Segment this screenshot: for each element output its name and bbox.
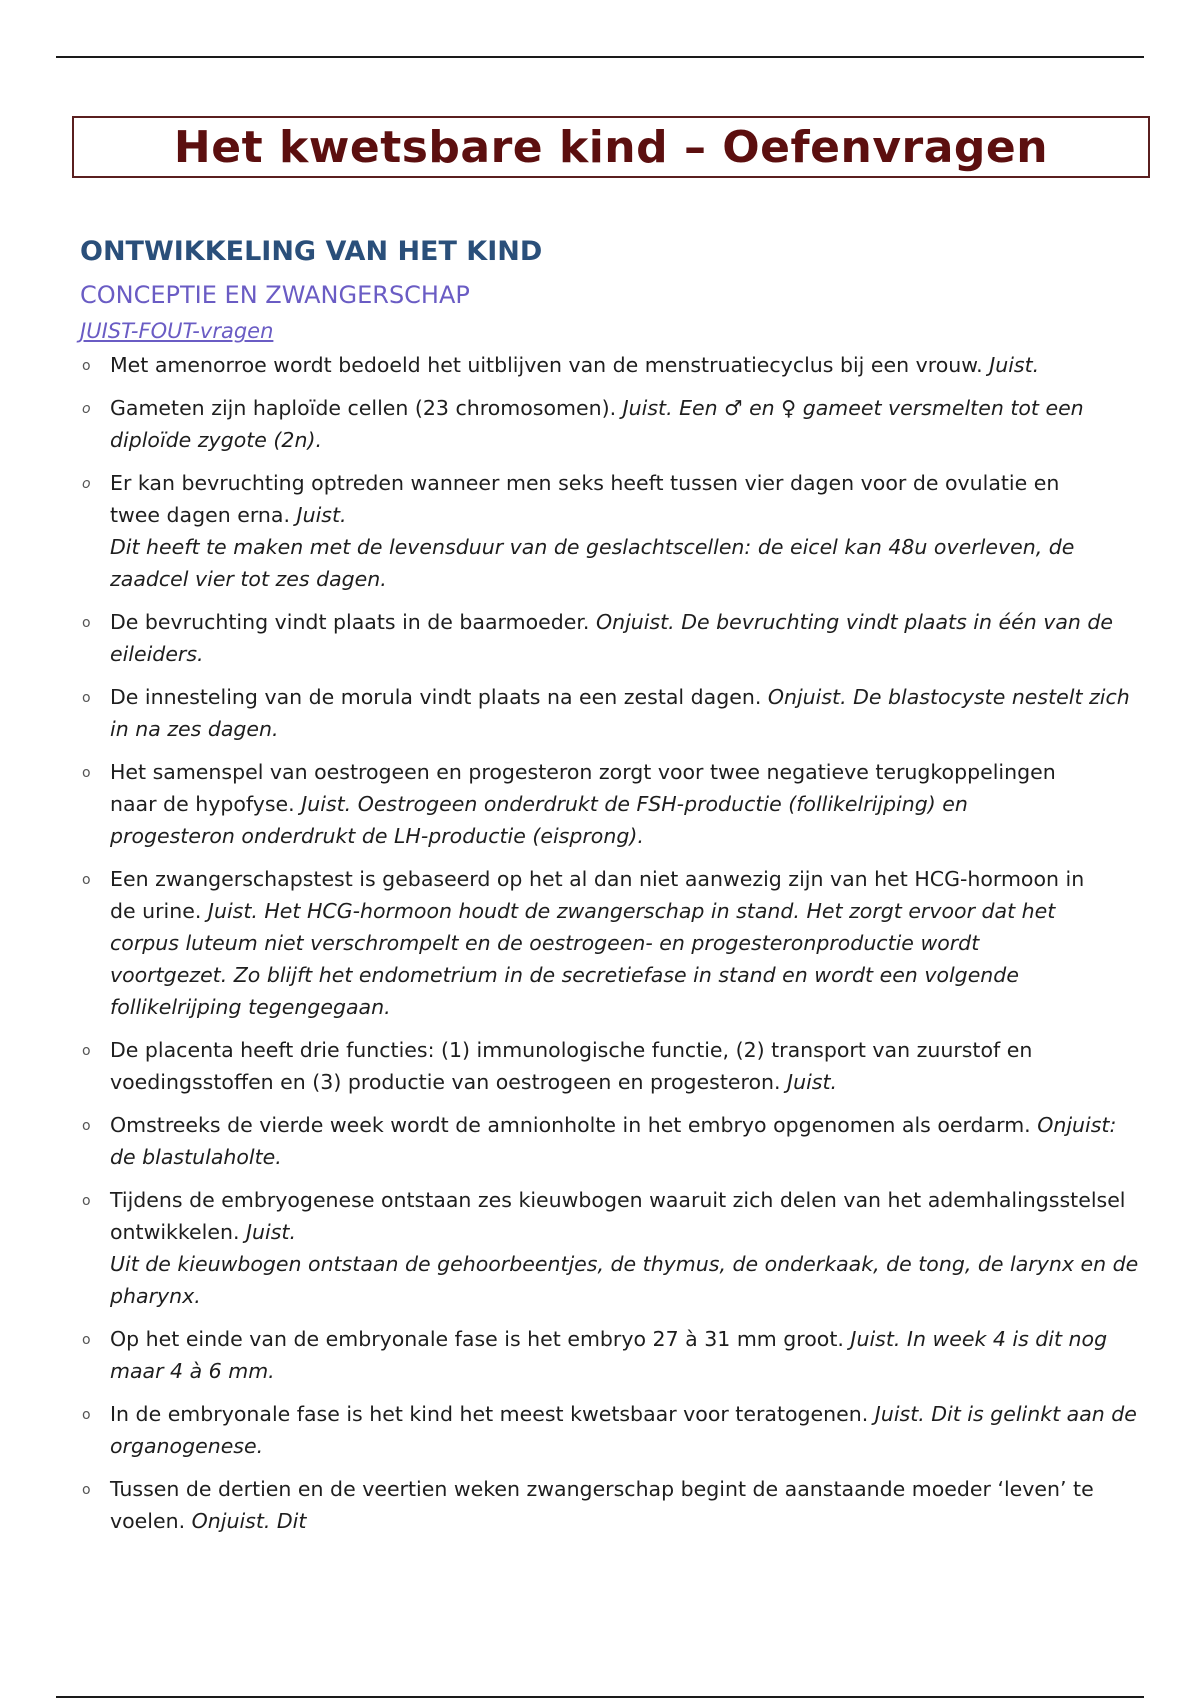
list-item	[80, 1184, 1200, 1312]
title-box	[72, 116, 1150, 178]
answer-text: Juist.	[780, 1070, 838, 1094]
answer-text: Juist. Een ♂ en ♀ gameet versmelten tot een	[616, 396, 1084, 420]
answer-text: de blastulaholte.	[110, 1145, 282, 1169]
bullet-icon: o	[82, 476, 91, 492]
question-text: voelen.	[110, 1509, 186, 1533]
answer-text: Onjuist. Dit	[185, 1509, 307, 1533]
answer-text: Juist. Dit is gelinkt aan de	[868, 1402, 1137, 1426]
bullet-icon: o	[82, 615, 91, 631]
question-text: Omstreeks de vierde week wordt de amnionholte in het embryo opgenomen als oerdarm.	[110, 1113, 1031, 1137]
answer-text: follikelrijping tegengegaan.	[110, 995, 391, 1019]
bullet-icon: o	[82, 1407, 91, 1423]
question-text: ontwikkelen.	[110, 1220, 240, 1244]
bullet-icon: o	[82, 765, 91, 781]
list-item	[80, 349, 1200, 381]
question-text: Tijdens de embryogenese ontstaan zes kieuwbogen waaruit zich delen van het ademhalingsstelsel	[110, 1188, 1126, 1212]
question-text: Op het einde van de embryonale fase is het embryo 27 à 31 mm groot.	[110, 1327, 844, 1351]
answer-text: Onjuist. De bevruchting vindt plaats in één van de	[589, 610, 1114, 634]
question-text: Tussen de dertien en de veertien weken zwangerschap begint de aanstaande moeder ‘leven’ te	[110, 1477, 1094, 1501]
bullet-icon: o	[82, 401, 91, 417]
list-item	[80, 863, 1200, 1023]
answer-text: Juist. In week 4 is dit nog	[843, 1327, 1108, 1351]
page-title: Het kwetsbare kind – Oefenvragen	[173, 121, 1049, 173]
answer-text: Uit de kieuwbogen ontstaan de gehoorbeentjes, de thymus, de onderkaak, de tong, de larynx en de	[110, 1252, 1139, 1276]
list-item	[80, 467, 1200, 595]
document-body	[80, 236, 1200, 1548]
list-item	[80, 1034, 1200, 1098]
list-item	[80, 392, 1200, 456]
list-item	[80, 1398, 1200, 1462]
subsection-heading: CONCEPTIE EN ZWANGERSCHAP	[80, 281, 470, 309]
question-text: In de embryonale fase is het kind het meest kwetsbaar voor teratogenen.	[110, 1402, 869, 1426]
question-text: naar de hypofyse.	[110, 792, 295, 816]
question-text: De placenta heeft drie functies: (1) immunologische functie, (2) transport van zuurstof en	[110, 1038, 1033, 1062]
question-text: twee dagen erna.	[110, 503, 291, 527]
list-item	[80, 756, 1200, 852]
question-list	[80, 349, 1200, 1537]
bullet-icon: o	[82, 1118, 91, 1134]
bullet-icon: o	[82, 1332, 91, 1348]
list-item	[80, 606, 1200, 670]
bullet-icon: o	[82, 872, 91, 888]
question-text: Gameten zijn haploïde cellen (23 chromosomen).	[110, 396, 617, 420]
answer-text: organogenese.	[110, 1434, 264, 1458]
juist-fout-link[interactable]: JUIST-FOUT-vragen	[80, 319, 274, 343]
answer-text: Juist.	[239, 1220, 296, 1244]
bullet-icon: o	[82, 1193, 91, 1209]
answer-text: eileiders.	[110, 642, 204, 666]
answer-text: progesteron onderdrukt de LH-productie (eisprong).	[110, 824, 644, 848]
question-text: Er kan bevruchting optreden wanneer men seks heeft tussen vier dagen voor de ovulatie en	[110, 471, 1060, 495]
answer-text: Juist. Het HCG-hormoon houdt de zwangerschap in stand. Het zorgt ervoor dat het	[201, 899, 1056, 923]
list-item	[80, 1473, 1200, 1537]
question-text: Een zwangerschapstest is gebaseerd op het al dan niet aanwezig zijn van het HCG-hormoon in	[110, 867, 1085, 891]
question-text: De bevruchting vindt plaats in de baarmoeder.	[110, 610, 590, 634]
question-text: De innesteling van de morula vindt plaats na een zestal dagen.	[110, 685, 762, 709]
question-text: voedingsstoffen en (3) productie van oestrogeen en progesteron.	[110, 1070, 781, 1094]
answer-text: Juist. Oestrogeen onderdrukt de FSH-productie (follikelrijping) en	[294, 792, 968, 816]
answer-text: Onjuist. De blastocyste nestelt zich	[761, 685, 1130, 709]
list-item	[80, 681, 1200, 745]
question-text: Met amenorroe wordt bedoeld het uitblijven van de menstruatiecyclus bij een vrouw.	[110, 353, 983, 377]
answer-text: in na zes dagen.	[110, 717, 279, 741]
bullet-icon: o	[82, 358, 91, 374]
question-text: de urine.	[110, 899, 202, 923]
answer-text: corpus luteum niet verschrompelt en de oestrogeen- en progesteronproductie wordt	[110, 931, 980, 955]
answer-text: diploïde zygote (2n).	[110, 428, 322, 452]
bullet-icon: o	[82, 1482, 91, 1498]
bullet-icon: o	[82, 690, 91, 706]
question-text: Het samenspel van oestrogeen en progesteron zorgt voor twee negatieve terugkoppelingen	[110, 760, 1056, 784]
section-heading: ONTWIKKELING VAN HET KIND	[80, 236, 543, 267]
answer-text: pharynx.	[110, 1284, 201, 1308]
answer-text: Onjuist:	[1030, 1113, 1117, 1137]
answer-text: zaadcel vier tot zes dagen.	[110, 567, 387, 591]
answer-text: Juist.	[982, 353, 1040, 377]
bullet-icon: o	[82, 1043, 91, 1059]
answer-text: voortgezet. Zo blijft het endometrium in de secretiefase in stand en wordt een volgende	[110, 963, 1019, 987]
answer-text: maar 4 à 6 mm.	[110, 1359, 275, 1383]
answer-text: Dit heeft te maken met de levensduur van de geslachtscellen: de eicel kan 48u overleven, de	[110, 535, 1075, 559]
bottom-rule	[56, 1696, 1144, 1698]
list-item	[80, 1109, 1200, 1173]
answer-text: Juist.	[290, 503, 347, 527]
top-rule	[56, 56, 1144, 58]
list-item	[80, 1323, 1200, 1387]
